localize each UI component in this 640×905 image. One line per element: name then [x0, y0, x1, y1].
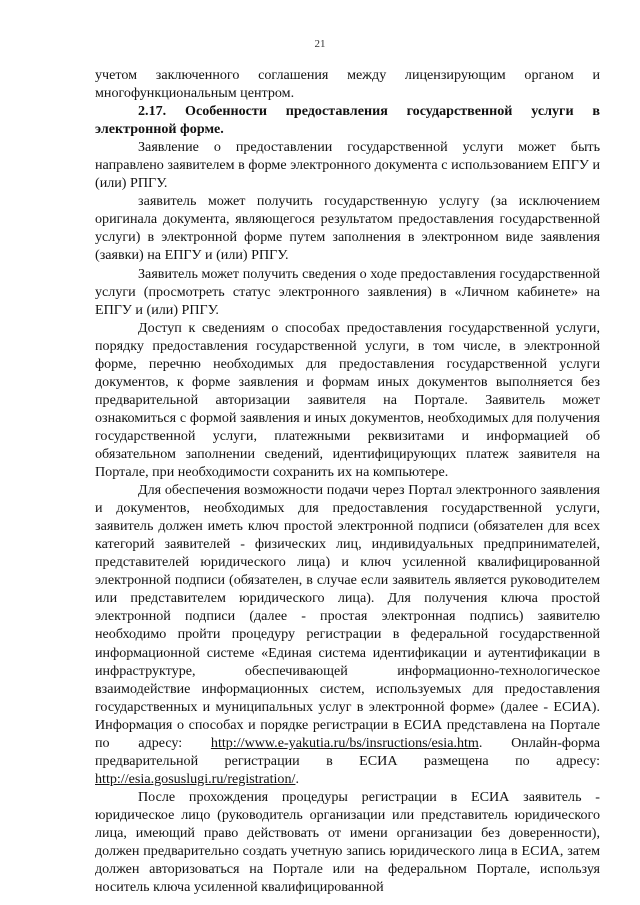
paragraph-application-submission: Заявление о предоставлении государственной услуги может быть направлено заявителем в форме электронного документа с использованием ЕПГУ и (или) РПГУ.	[95, 139, 600, 192]
page-number: 21	[314, 38, 326, 50]
esia-text-part1: Для обеспечения возможности подачи через Портал электронного заявления и документов, необходимых для предоставления государственной услуги, заявитель должен иметь ключ простой электронной подписи (обязателен для всех категорий заявителей - физических лиц, индивидуальных предпринимателей, представителей юридического лица) и ключ усиленной квалифицированной электронной подписи (обязателен, в случае если заявитель является руководителем или представителем юридического лица). Для получения ключа простой электронной подписи (далее - простая электронная подпись) заявителю необходимо пройти процедуру регистрации в федеральной государственной информационной системе «Единая система идентификации и аутентификации в инфраструктуре, обеспечивающей информационно-технологическое взаимодействие информационных систем, используемых для предоставления государственных и муниципальных услуг в электронной форме» (далее - ЕСИА). Информация о способах и порядке регистрации в ЕСИА представлена на Портале по адресу:	[95, 482, 600, 751]
esia-text-part3: .	[295, 770, 299, 787]
document-body	[95, 66, 600, 896]
paragraph-receive-service: заявитель может получить государственную услугу (за исключением оригинала документа, являющегося результатом предоставления государственной услуги) в электронной форме путем заполнения в электронном виде заявления (заявки) на ЕПГУ и (или) РПГУ.	[95, 193, 600, 264]
esia-text-part2: . Онлайн-форма предварительной регистрации в ЕСИА размещена по адресу:	[95, 734, 600, 769]
esia-registration-link[interactable]: http://esia.gosuslugi.ru/registration/	[95, 770, 296, 787]
section-heading: 2.17. Особенности предоставления государственной услуги в электронной форме.	[95, 103, 600, 138]
esia-instructions-link[interactable]: http://www.e-yakutia.ru/bs/insructions/esia.htm	[210, 734, 479, 751]
paragraph-esia-registration	[95, 481, 600, 788]
paragraph-continuation: учетом заключенного соглашения между лицензирующим органом и многофункциональным центром.	[95, 67, 600, 102]
paragraph-status-info: Заявитель может получить сведения о ходе предоставления государственной услуги (просмотреть статус электронного заявления) в «Личном кабинете» на ЕПГУ и (или) РПГУ.	[95, 265, 600, 318]
paragraph-access-info: Доступ к сведениям о способах предоставления государственной услуги, порядку предоставления государственной услуги, в том числе, в электронной форме, перечню необходимых для предоставления государственной услуги документов, к форме заявления и формам иных документов выполняется без предварительной авторизации заявителя на Портале. Заявитель может ознакомиться с формой заявления и иных документов, необходимых для получения государственной услуги, платежными реквизитами и информацией об обязательном заполнении сведений, идентифицирующих платеж заявителя на Портале, при необходимости сохранить их на компьютере.	[95, 319, 600, 481]
paragraph-legal-entity: После прохождения процедуры регистрации в ЕСИА заявитель - юридическое лицо (руководитель организации или представитель юридического лица, имеющий право действовать от имени организации без доверенности), должен предварительно создать учетную запись юридического лица в ЕСИА, затем должен авторизоваться на Портале или на федеральном Портале, используя носитель ключа усиленной квалифицированной	[95, 788, 600, 896]
